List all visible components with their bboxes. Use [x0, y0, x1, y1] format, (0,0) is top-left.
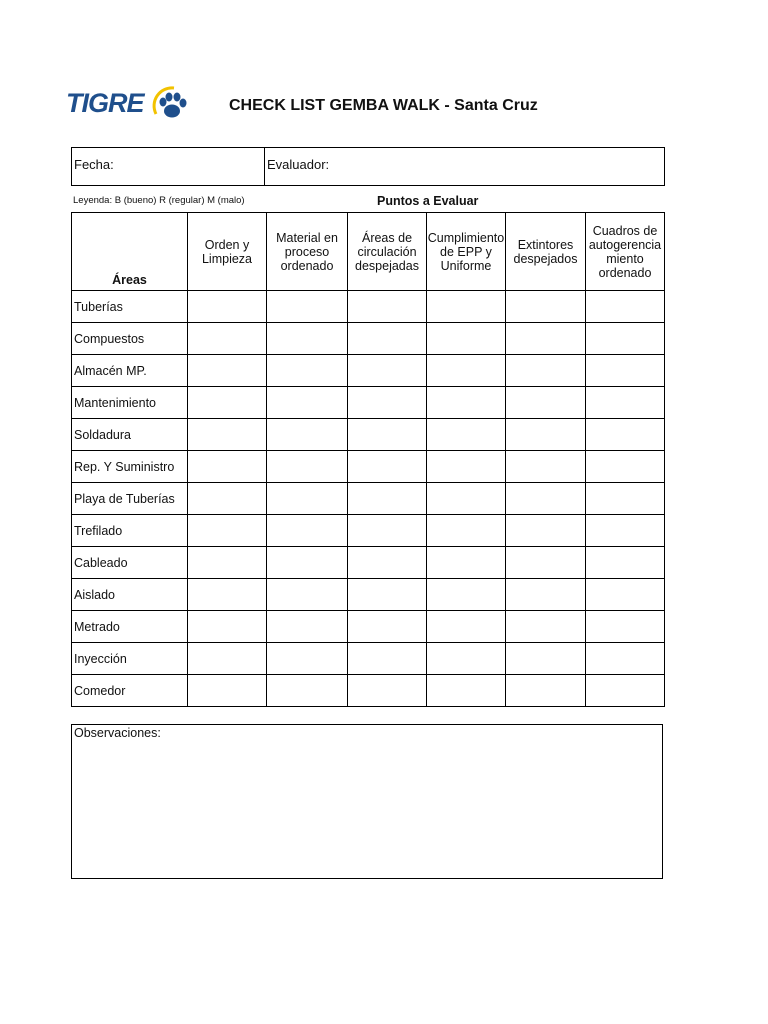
rating-cell[interactable]	[348, 355, 427, 387]
rating-cell[interactable]	[506, 451, 586, 483]
rating-cell[interactable]	[506, 579, 586, 611]
rating-cell[interactable]	[427, 611, 506, 643]
column-header: Orden y Limpieza	[188, 213, 267, 291]
rating-cell[interactable]	[188, 675, 267, 707]
table-row	[72, 611, 665, 643]
table-row	[72, 323, 665, 355]
rating-cell[interactable]	[267, 451, 348, 483]
rating-cell[interactable]	[348, 611, 427, 643]
table-row	[72, 483, 665, 515]
rating-cell[interactable]	[506, 419, 586, 451]
rating-cell[interactable]	[267, 483, 348, 515]
rating-cell[interactable]	[427, 483, 506, 515]
rating-cell[interactable]	[348, 419, 427, 451]
rating-cell[interactable]	[586, 483, 665, 515]
area-name: Cableado	[72, 547, 188, 579]
rating-cell[interactable]	[188, 419, 267, 451]
rating-cell[interactable]	[586, 291, 665, 323]
rating-cell[interactable]	[188, 643, 267, 675]
table-row	[72, 579, 665, 611]
rating-cell[interactable]	[267, 387, 348, 419]
rating-cell[interactable]	[267, 675, 348, 707]
area-name: Comedor	[72, 675, 188, 707]
logo-text: TIGRE	[66, 88, 144, 118]
rating-cell[interactable]	[267, 323, 348, 355]
rating-cell[interactable]	[188, 579, 267, 611]
rating-cell[interactable]	[348, 675, 427, 707]
rating-cell[interactable]	[586, 451, 665, 483]
column-header: Cuadros de autogerencia miento ordenado	[586, 213, 665, 291]
area-name: Inyección	[72, 643, 188, 675]
rating-cell[interactable]	[586, 515, 665, 547]
table-row	[72, 419, 665, 451]
rating-cell[interactable]	[348, 643, 427, 675]
rating-cell[interactable]	[348, 579, 427, 611]
rating-cell[interactable]	[188, 451, 267, 483]
evaluador-field[interactable]: Evaluador:	[267, 157, 330, 172]
rating-cell[interactable]	[188, 483, 267, 515]
rating-cell[interactable]	[188, 611, 267, 643]
rating-cell[interactable]	[427, 323, 506, 355]
rating-cell[interactable]	[188, 323, 267, 355]
areas-header: Áreas	[72, 213, 188, 291]
rating-cell[interactable]	[348, 451, 427, 483]
rating-cell[interactable]	[188, 387, 267, 419]
area-name: Metrado	[72, 611, 188, 643]
fecha-field[interactable]: Fecha:	[72, 148, 265, 185]
table-row	[72, 515, 665, 547]
rating-cell[interactable]	[427, 515, 506, 547]
rating-cell[interactable]	[267, 547, 348, 579]
rating-cell[interactable]	[267, 355, 348, 387]
rating-cell[interactable]	[506, 483, 586, 515]
legend-text: Leyenda: B (bueno) R (regular) M (malo)	[73, 195, 245, 206]
rating-cell[interactable]	[427, 547, 506, 579]
rating-cell[interactable]	[267, 291, 348, 323]
rating-cell[interactable]	[348, 547, 427, 579]
table-row	[72, 547, 665, 579]
rating-cell[interactable]	[506, 323, 586, 355]
rating-cell[interactable]	[427, 579, 506, 611]
rating-cell[interactable]	[348, 515, 427, 547]
column-header: Extintores despejados	[506, 213, 586, 291]
tigre-logo	[66, 84, 196, 128]
rating-cell[interactable]	[586, 611, 665, 643]
rating-cell[interactable]	[267, 515, 348, 547]
column-header: Áreas de circulación despejadas	[348, 213, 427, 291]
table-row	[72, 451, 665, 483]
table-row	[72, 355, 665, 387]
rating-cell[interactable]	[348, 387, 427, 419]
area-name: Almacén MP.	[72, 355, 188, 387]
area-name: Mantenimiento	[72, 387, 188, 419]
area-name: Soldadura	[72, 419, 188, 451]
rating-cell[interactable]	[348, 291, 427, 323]
rating-cell[interactable]	[348, 323, 427, 355]
observaciones-box[interactable]	[71, 724, 663, 879]
rating-cell[interactable]	[267, 419, 348, 451]
area-name: Aislado	[72, 579, 188, 611]
column-header: Cumplimiento de EPP y Uniforme	[427, 213, 506, 291]
rating-cell[interactable]	[586, 547, 665, 579]
area-name: Trefilado	[72, 515, 188, 547]
rating-cell[interactable]	[427, 291, 506, 323]
rating-cell[interactable]	[586, 579, 665, 611]
rating-cell[interactable]	[188, 515, 267, 547]
document-title: CHECK LIST GEMBA WALK - Santa Cruz	[229, 97, 538, 114]
area-name: Tuberías	[72, 291, 188, 323]
observaciones-label: Observaciones:	[74, 726, 161, 740]
table-row	[72, 291, 665, 323]
rating-cell[interactable]	[427, 451, 506, 483]
table-row	[72, 675, 665, 707]
rating-cell[interactable]	[586, 643, 665, 675]
rating-cell[interactable]	[586, 323, 665, 355]
table-header-row	[72, 213, 665, 291]
rating-cell[interactable]	[188, 291, 267, 323]
table-row	[72, 387, 665, 419]
rating-cell[interactable]	[586, 387, 665, 419]
rating-cell[interactable]	[506, 291, 586, 323]
rating-cell[interactable]	[586, 355, 665, 387]
area-name: Playa de Tuberías	[72, 483, 188, 515]
rating-cell[interactable]	[188, 547, 267, 579]
rating-cell[interactable]	[506, 547, 586, 579]
rating-cell[interactable]	[586, 419, 665, 451]
rating-cell[interactable]	[427, 419, 506, 451]
area-name: Compuestos	[72, 323, 188, 355]
paw-icon	[148, 84, 192, 124]
rating-cell[interactable]	[427, 387, 506, 419]
rating-cell[interactable]	[506, 611, 586, 643]
rating-cell[interactable]	[427, 675, 506, 707]
table-row	[72, 643, 665, 675]
rating-cell[interactable]	[586, 675, 665, 707]
rating-cell[interactable]	[267, 579, 348, 611]
rating-cell[interactable]	[267, 643, 348, 675]
rating-cell[interactable]	[506, 643, 586, 675]
rating-cell[interactable]	[427, 643, 506, 675]
rating-cell[interactable]	[348, 483, 427, 515]
rating-cell[interactable]	[506, 355, 586, 387]
rating-cell[interactable]	[427, 355, 506, 387]
evaluation-table	[71, 212, 665, 707]
rating-cell[interactable]	[506, 675, 586, 707]
area-name: Rep. Y Suministro	[72, 451, 188, 483]
rating-cell[interactable]	[267, 611, 348, 643]
column-header: Material en proceso ordenado	[267, 213, 348, 291]
rating-cell[interactable]	[188, 355, 267, 387]
section-title: Puntos a Evaluar	[377, 194, 479, 208]
header-fields	[71, 147, 665, 186]
rating-cell[interactable]	[506, 515, 586, 547]
rating-cell[interactable]	[506, 387, 586, 419]
